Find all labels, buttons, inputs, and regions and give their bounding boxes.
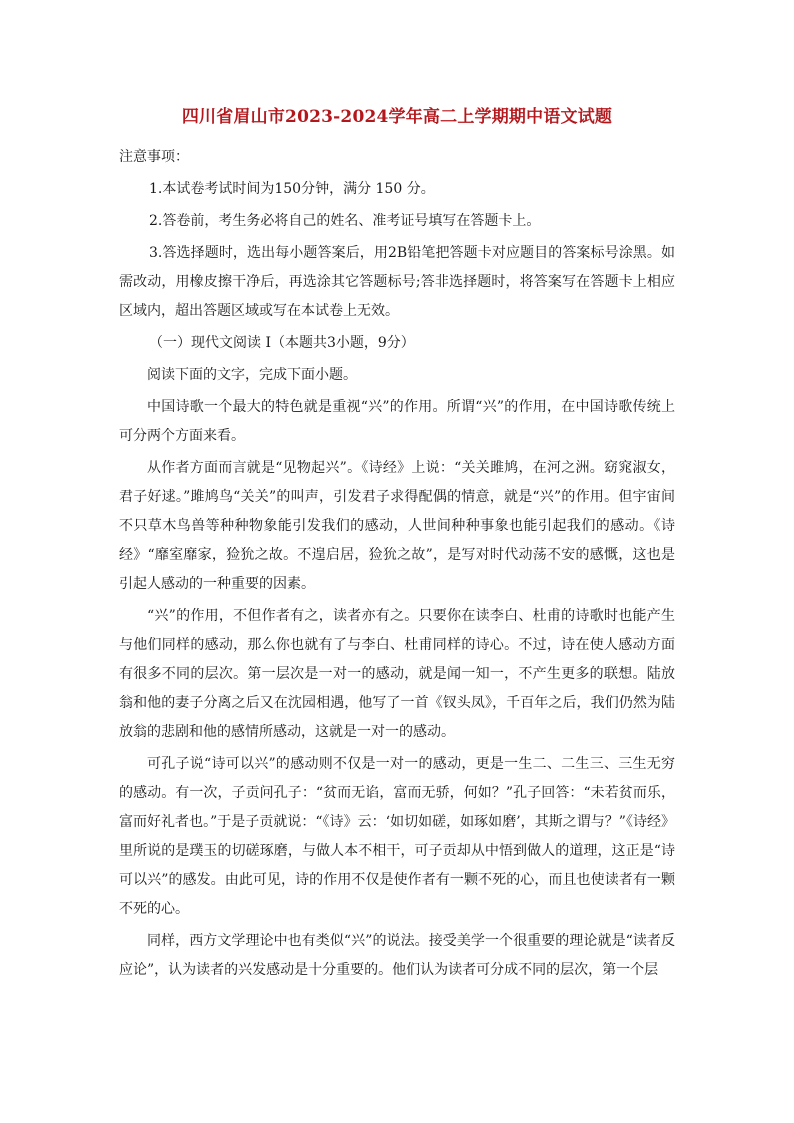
paragraph-4: 可孔子说“诗可以兴”的感动则不仅是一对一的感动，更是一生二、二生三、三生无穷的感动。有一次，子贡问孔子：“贫而无谄，富而无骄，何如？”孔子回答：“未若贫而乐，富而好礼者也。”于是子贡就说：“《诗》云：‘如切如磋，如琢如磨’，其斯之谓与？”《诗经》里所说的是璞玉的切磋琢磨，与做人本不相干，可子贡却从中悟到做人的道理，这正是“诗可以兴”的感发。由此可见，诗的作用不仅是使作者有一颗不死的心，而且也使读者有一颗不死的心。 [119,756,675,917]
reading-instruction: 阅读下面的文字，完成下面小题。 [147,367,357,383]
paragraph-5: 同样，西方文学理论中也有类似“兴”的说法。接受美学一个很重要的理论就是“读者反应论”，认为读者的兴发感动是十分重要的。他们认为读者可分成不同的层次，第一个层 [119,933,675,978]
notice-heading: 注意事项： [119,149,189,165]
document-body [119,143,675,985]
paragraph-1: 中国诗歌一个最大的特色就是重视“兴”的作用。所谓“兴”的作用，在中国诗歌传统上可分两个方面来看。 [119,399,675,444]
document-title: 四川省眉山市2023-2024学年高二上学期期中语文试题 [181,107,613,127]
paragraph-3: “兴”的作用，不但作者有之，读者亦有之。只要你在读李白、杜甫的诗歌时也能产生与他们同样的感动，那么你也就有了与李白、杜甫同样的诗心。不过，诗在使人感动方面有很多不同的层次。第一层次是一对一的感动，就是闻一知一，不产生更多的联想。陆放翁和他的妻子分离之后又在沈园相遇，他写了一首《钗头凤》，千百年之后，我们仍然为陆放翁的悲剧和他的感情所感动，这就是一对一的感动。 [119,608,675,740]
section-heading: （一）现代文阅读 I（本题共3小题，9分） [149,335,415,351]
notice-item-2: 2.答卷前，考生务必将自己的姓名、准考证号填写在答题卡上。 [149,213,541,229]
paragraph-2: 从作者方面而言就是“见物起兴”。《诗经》上说：“关关雎鸠，在河之洲。窈窕淑女，君子好逑。”雎鸠鸟“关关”的叫声，引发君子求得配偶的情意，就是“兴”的作用。但宇宙间不只草木鸟兽等种种物象能引发我们的感动，人世间种种事象也能引起我们的感动。《诗经》“靡室靡家，猃狁之故。不遑启居，猃狁之故”，是写对时代动荡不安的感慨，这也是引起人感动的一种重要的因素。 [119,460,675,592]
notice-item-3: 3.答选择题时，选出每小题答案后，用2B铅笔把答题卡对应题目的答案标号涂黑。如需改动，用橡皮擦干净后，再选涂其它答题标号;答非选择题时，将答案写在答题卡上相应区域内，超出答题区域或写在本试卷上无效。 [119,245,675,319]
notice-item-1: 1.本试卷考试时间为150分钟，满分 150 分。 [149,181,435,197]
